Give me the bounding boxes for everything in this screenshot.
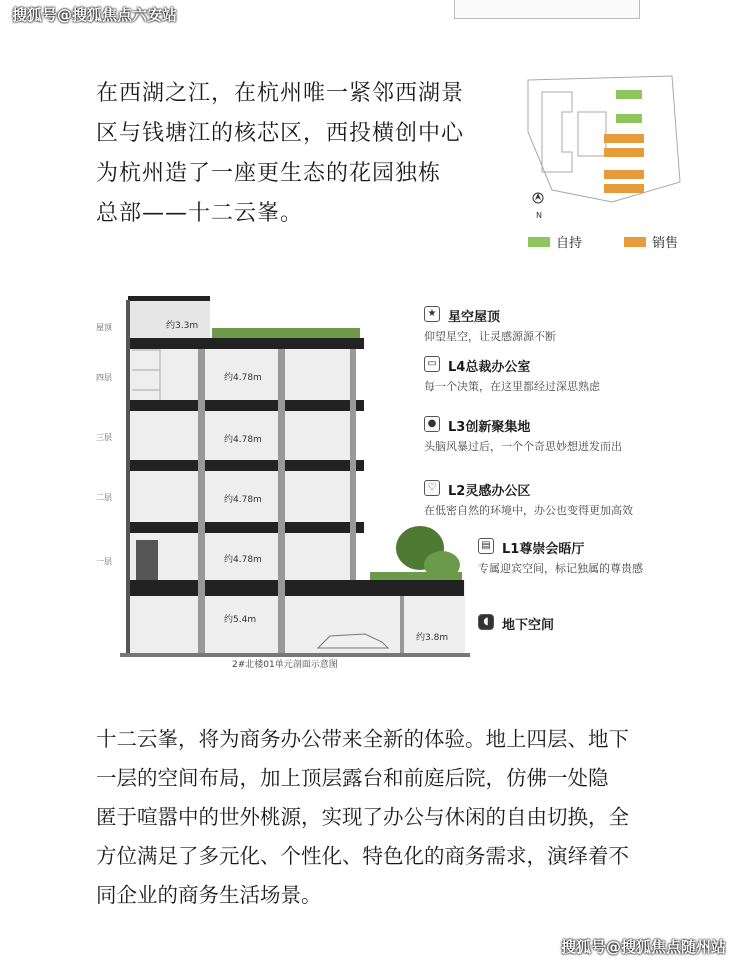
chat-icon: ▤: [478, 538, 494, 554]
star-icon: ★: [424, 306, 440, 322]
bulb-icon: ●: [424, 416, 440, 432]
watermark-bottom: 搜狐号@搜狐焦点随州站: [560, 938, 726, 956]
legend-swatch: [528, 237, 550, 247]
floor-label: 三层: [96, 433, 112, 442]
office-icon: ▭: [424, 356, 440, 372]
height-label: 约4.78m: [224, 435, 262, 445]
top-image-strip: [454, 0, 640, 19]
north-label: N: [536, 211, 542, 220]
legend-label: 自持: [556, 236, 583, 251]
site-map: [522, 72, 682, 252]
body-line: 匿于喧嚣中的世外桃源，实现了办公与休闲的自由切换，全: [96, 805, 629, 829]
intro-line: 为杭州造了一座更生态的花园独栋: [96, 161, 442, 186]
diagram-caption: 2#北楼01单元剖面示意图: [232, 660, 338, 670]
height-label: 约3.8m: [416, 633, 449, 643]
intro-paragraph: [96, 74, 496, 234]
site-legend: [528, 232, 678, 251]
legend-label: 销售: [652, 236, 679, 251]
watermark-top: 搜狐号@搜狐焦点六安站: [12, 6, 178, 24]
floor-label: 一层: [96, 557, 112, 566]
floor-label: 二层: [96, 493, 112, 502]
height-label: 约4.78m: [224, 495, 262, 505]
height-label: 约5.4m: [224, 615, 257, 625]
body-line: 一层的空间布局，加上顶层露台和前庭后院，仿佛一处隐: [96, 766, 609, 790]
body-line: 十二云峯，将为商务办公带来全新的体验。地上四层、地下: [96, 727, 629, 751]
floor-label: 四层: [96, 373, 112, 382]
intro-line: 在西湖之江，在杭州唯一紧邻西湖景: [96, 81, 465, 106]
heart-icon: ♡: [424, 480, 440, 496]
legend-swatch: [624, 237, 646, 247]
parking-icon: ◖: [478, 614, 494, 630]
intro-line: 区与钱塘江的核芯区，西投横创中心: [96, 121, 465, 146]
body-line: 同企业的商务生活场景。: [96, 883, 322, 907]
height-label: 约4.78m: [224, 373, 262, 383]
body-line: 方位满足了多元化、个性化、特色化的商务需求，演绎着不: [96, 844, 629, 868]
body-paragraph: [96, 720, 686, 915]
height-label: 约4.78m: [224, 555, 262, 565]
height-label: 约3.3m: [166, 321, 199, 331]
floor-label: 屋顶: [96, 323, 112, 332]
intro-line: 总部——十二云峯。: [96, 201, 304, 226]
